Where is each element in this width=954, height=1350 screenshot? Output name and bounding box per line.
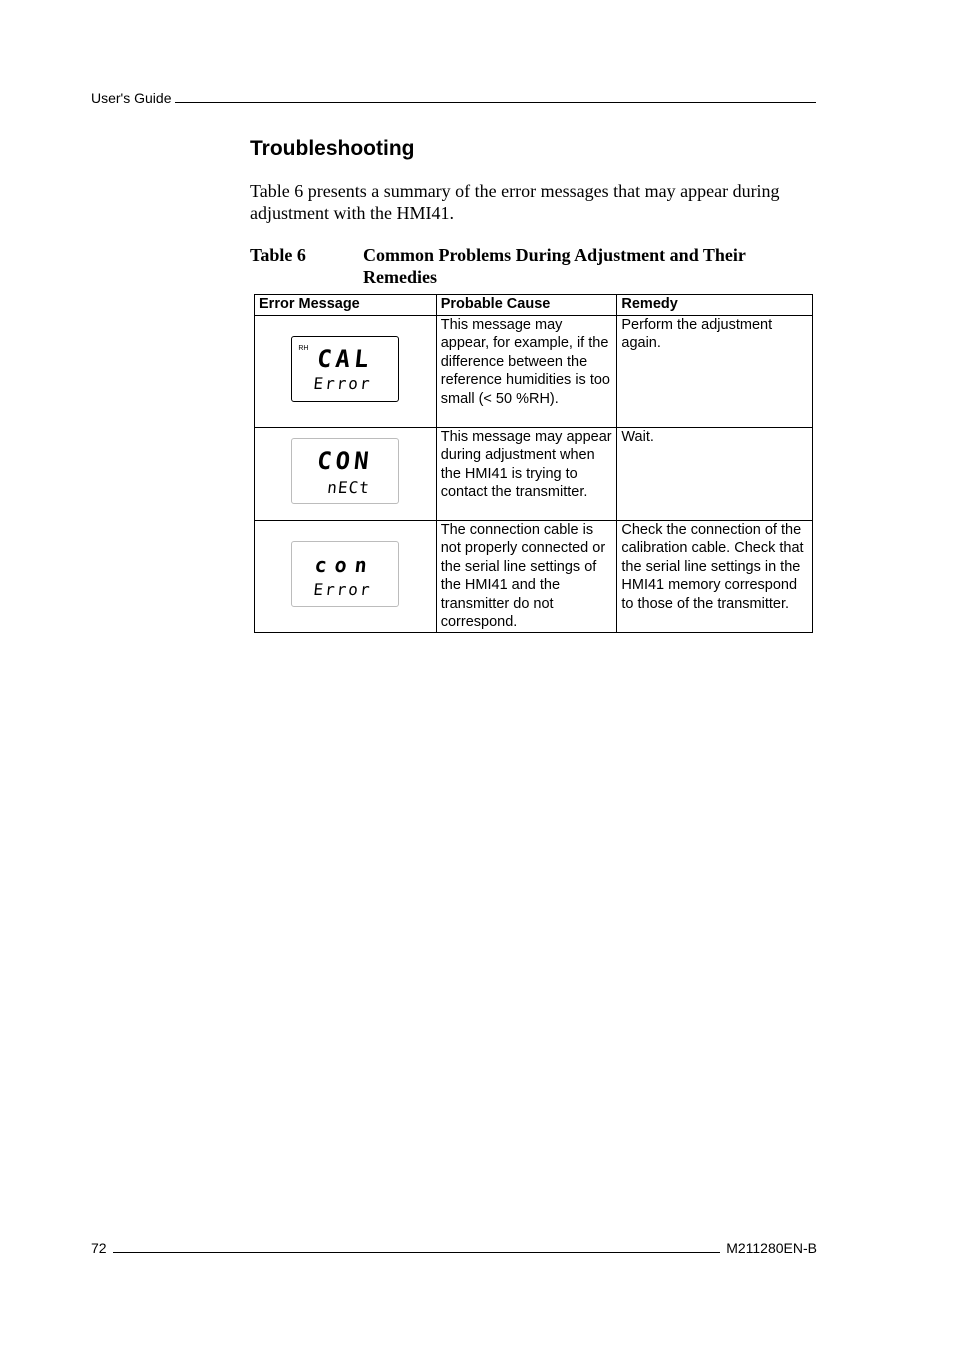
lcd-segments [292,439,398,503]
column-header-probable-cause: Probable Cause [436,295,617,316]
lcd-line1: CAL [316,344,375,373]
footer-rule [113,1252,721,1253]
document-code: M211280EN-B [726,1240,817,1256]
intro-paragraph: Table 6 presents a summary of the error messages that may appear during adjustment with the HMI41. [250,181,780,223]
error-display-cell [255,316,437,428]
header-rule [175,102,816,103]
lcd-line1: CON [316,447,375,476]
table-caption-title: Common Problems During Adjustment and Their Remedies [363,245,746,287]
column-header-error-message: Error Message [255,295,437,316]
table-row [255,428,813,521]
lcd-line2: Error [312,373,373,393]
column-header-remedy: Remedy [617,295,813,316]
running-footer [91,1240,817,1256]
lcd-indicator: RH [298,344,309,352]
header-title: User's Guide [91,90,172,106]
table-header-row [255,295,813,316]
lcd-line2: Error [312,579,373,599]
cause-cell: The connection cable is not properly connected or the serial line settings of the HMI41 and the transmitter do not correspond. [436,521,617,633]
error-display-cell [255,521,437,633]
table-row [255,521,813,633]
table-caption [250,244,820,288]
running-header [91,90,816,106]
cause-cell: This message may appear, for example, if the difference between the reference humidities is too small (< 50 %RH). [436,316,617,428]
lcd-display-con-error [291,541,399,607]
table-row [255,316,813,428]
lcd-segments [292,337,398,401]
section-heading: Troubleshooting [250,137,415,160]
remedy-cell: Check the connection of the calibration cable. Check that the serial line settings in the HMI41 memory correspond to those of the transmitter. [617,521,813,633]
error-display-cell [255,428,437,521]
lcd-display-con-nect [291,438,399,504]
error-table [254,294,813,633]
table-caption-number: Table 6 [250,245,306,265]
lcd-line2: nECt [326,478,372,498]
cause-cell: This message may appear during adjustment when the HMI41 is trying to contact the transmitter. [436,428,617,521]
lcd-line1: con [313,552,377,577]
lcd-display-cal-error [291,336,399,402]
page-number: 72 [91,1240,107,1256]
lcd-segments [292,542,398,606]
remedy-cell: Wait. [617,428,813,521]
remedy-cell: Perform the adjustment again. [617,316,813,428]
